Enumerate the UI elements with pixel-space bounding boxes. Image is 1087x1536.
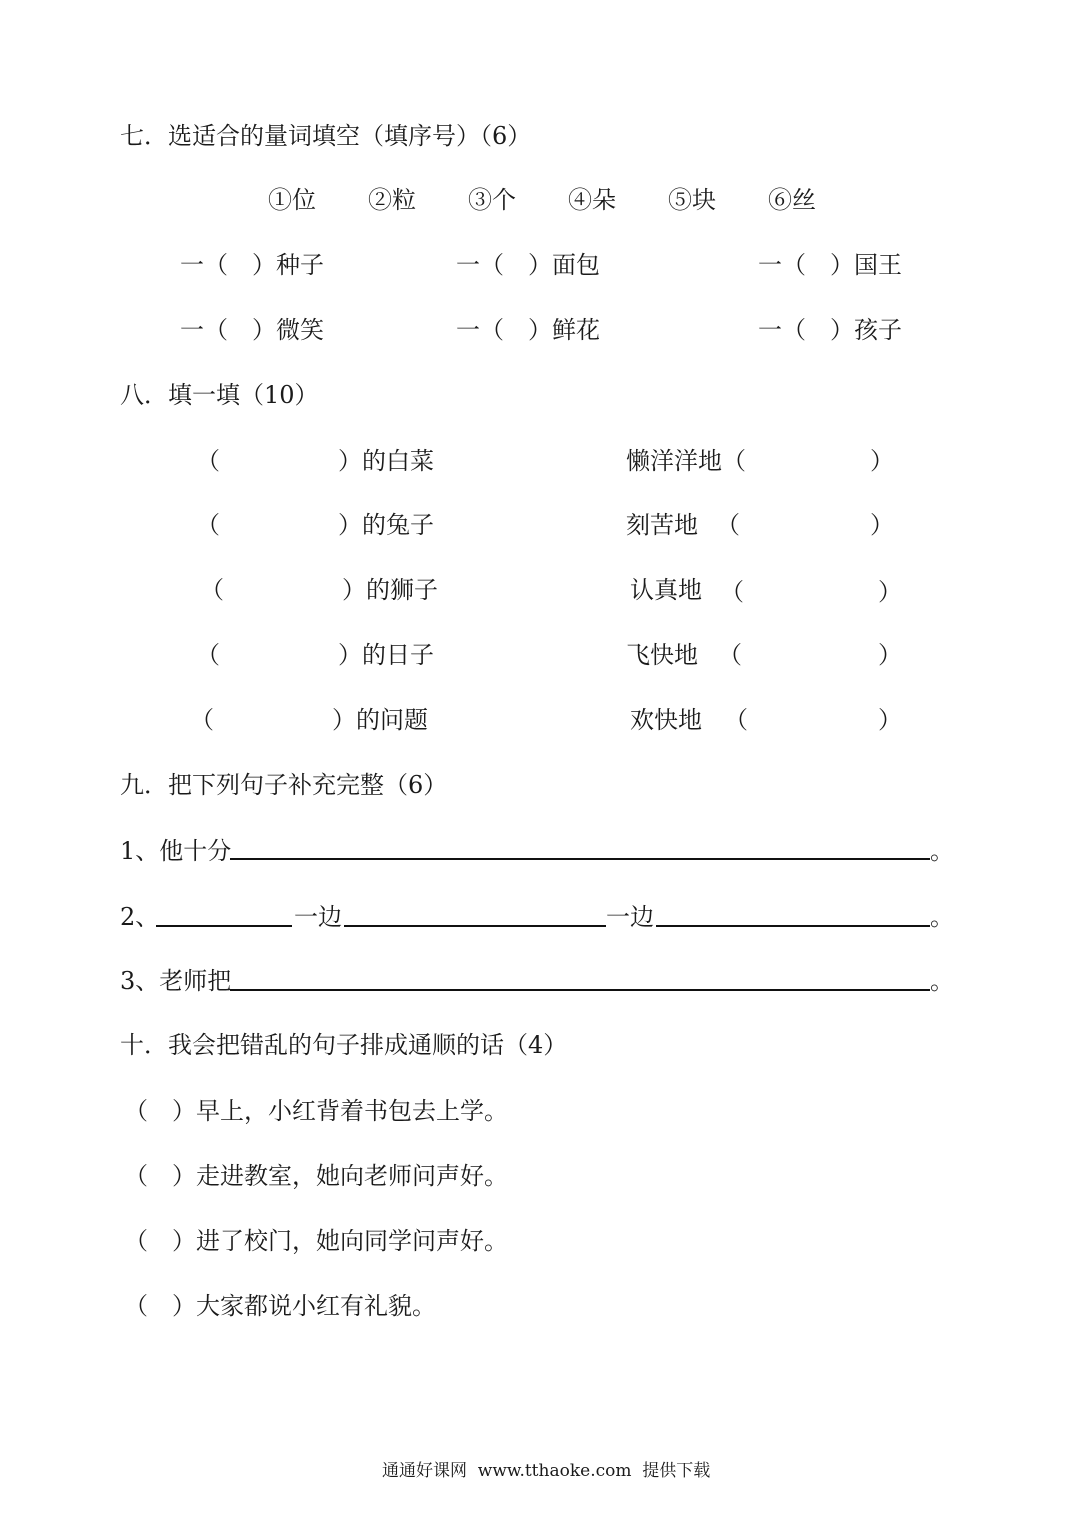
- section7-heading: 七．选适合的量词填空（填序号）（6）: [120, 122, 532, 150]
- close-paren: ）: [342, 576, 366, 604]
- sentence-2-prefix: 2、: [120, 903, 160, 931]
- open-paren: （: [196, 641, 220, 669]
- close-paren: ）: [878, 641, 902, 669]
- phrase-right: 飞快地: [626, 641, 698, 669]
- open-paren: （: [196, 447, 220, 475]
- sentence-3-prefix: 3、老师把: [120, 967, 232, 995]
- section10-heading: 十．我会把错乱的句子排成通顺的话（4）: [120, 1031, 568, 1059]
- phrase-right: 刻苦地: [626, 511, 698, 539]
- open-paren: （: [724, 706, 748, 734]
- answer-line: [230, 989, 930, 991]
- fill-item: 一（ ）微笑: [180, 316, 324, 344]
- option-item: ①位: [268, 186, 316, 214]
- fill-item: 一（ ）面包: [456, 251, 600, 279]
- fill-item: 一（ ）孩子: [758, 316, 902, 344]
- open-paren: （: [718, 641, 742, 669]
- open-paren: （: [200, 576, 224, 604]
- answer-line: [156, 925, 292, 927]
- answer-line: [344, 925, 606, 927]
- fill-item: 一（ ）鲜花: [456, 316, 600, 344]
- phrase-right: 欢快地: [630, 706, 702, 734]
- fill-item: 一（ ）种子: [180, 251, 324, 279]
- option-item: ⑤块: [668, 186, 716, 214]
- close-paren: ）: [338, 511, 362, 539]
- phrase-left: 的日子: [362, 641, 434, 669]
- phrase-left: 的兔子: [362, 511, 434, 539]
- end-mark: 。: [930, 967, 954, 995]
- option-item: ⑥丝: [768, 186, 816, 214]
- ordering-item: （ ）大家都说小红有礼貌。: [124, 1292, 436, 1320]
- close-paren: ）: [332, 706, 356, 734]
- fill-item: 一（ ）国王: [758, 251, 902, 279]
- close-paren: ）: [870, 511, 894, 539]
- close-paren: ）: [870, 447, 894, 475]
- sentence-2-mid: 一边: [606, 903, 654, 931]
- end-mark: 。: [930, 837, 954, 865]
- phrase-right: 认真地: [630, 576, 702, 604]
- section9-heading: 九．把下列句子补充完整（6）: [120, 771, 448, 799]
- open-paren: （: [716, 511, 740, 539]
- close-paren: ）: [878, 578, 902, 606]
- sentence-2-mid: 一边: [294, 903, 342, 931]
- answer-line: [230, 858, 930, 860]
- open-paren: （: [190, 706, 214, 734]
- open-paren: （: [722, 447, 746, 475]
- phrase-left: 的白菜: [362, 447, 434, 475]
- phrase-left: 的问题: [356, 706, 428, 734]
- option-item: ②粒: [368, 186, 416, 214]
- answer-line: [656, 925, 930, 927]
- open-paren: （: [196, 511, 220, 539]
- phrase-left: 的狮子: [366, 576, 438, 604]
- sentence-1-prefix: 1、他十分: [120, 837, 232, 865]
- option-item: ④朵: [568, 186, 616, 214]
- page-footer: 通通好课网 www.tthaoke.com 提供下载: [382, 1461, 711, 1481]
- end-mark: 。: [930, 903, 954, 931]
- close-paren: ）: [338, 641, 362, 669]
- open-paren: （: [720, 578, 744, 606]
- ordering-item: （ ）进了校门，她向同学问声好。: [124, 1227, 508, 1255]
- option-item: ③个: [468, 186, 516, 214]
- close-paren: ）: [338, 447, 362, 475]
- phrase-right: 懒洋洋地: [626, 447, 722, 475]
- ordering-item: （ ）早上，小红背着书包去上学。: [124, 1097, 508, 1125]
- ordering-item: （ ）走进教室，她向老师问声好。: [124, 1162, 508, 1190]
- close-paren: ）: [878, 706, 902, 734]
- section8-heading: 八．填一填（10）: [120, 381, 319, 409]
